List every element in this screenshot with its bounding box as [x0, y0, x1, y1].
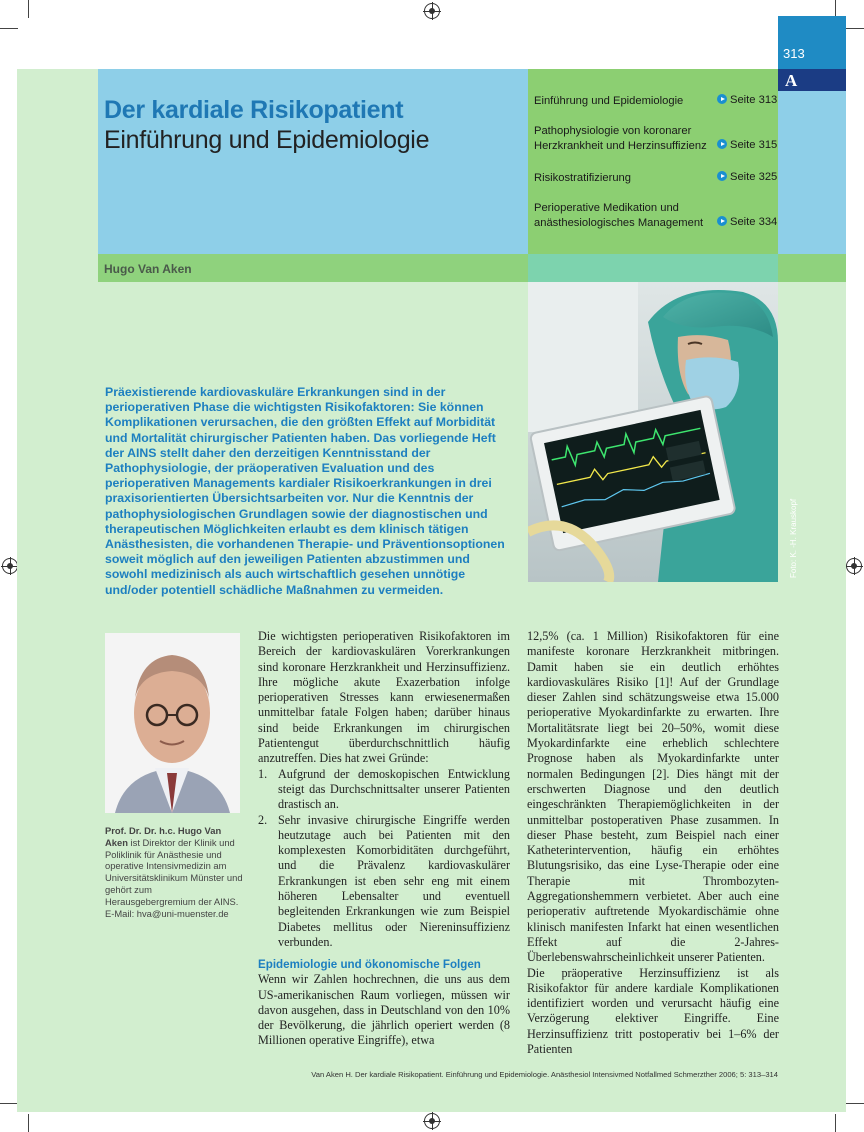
list-number: 1.: [258, 766, 268, 781]
crop-mark: [0, 28, 18, 29]
toc-item-label[interactable]: Einführung und Epidemiologie: [534, 95, 684, 107]
body-paragraph: Die präoperative Herzinsuffizienz ist als Risikofaktor für andere kardiale Komplikationen identifiziert worden und verursacht häufig eine Verzögerung elektiver Eingriffe. Eine Herzinsuffizienz tritt postoperativ bei 1–6% der Patienten: [527, 965, 779, 1057]
list-text: Sehr invasive chirurgische Eingriffe werden heutzutage auch bei Patienten mit den komplexesten Komorbiditäten durchgeführt, und die Prävalenz kardiovaskulärer Erkrankungen ist eben sehr eng mit einem höheren Lebensalter und eventuell begleitenden Erkrankungen wie zum Beispiel Diabetes mellitus oder Niereninsuffizienz verbunden.: [278, 812, 510, 949]
toc-item-page[interactable]: Seite 334: [717, 216, 777, 228]
page-number: 313: [783, 46, 805, 61]
arrow-right-icon: [717, 94, 727, 104]
registration-mark-icon: [424, 3, 440, 19]
list-number: 2.: [258, 812, 268, 827]
operating-room-photo: [528, 282, 778, 582]
body-paragraph: Wenn wir Zahlen hochrechnen, die uns aus dem US-amerikanischen Raum vorliegen, müssen wir davon ausgehen, dass in Deutschland von den 10% der Bevölkerung, die jährlich operiert werden (8 Millionen operative Eingriffe), etwa: [258, 972, 510, 1048]
body-column-1: [258, 629, 510, 1049]
arrow-right-icon: [717, 171, 727, 181]
section-letter: A: [785, 71, 798, 90]
article-title: Der kardiale Risikopatient: [104, 96, 404, 124]
crop-mark: [835, 1114, 836, 1132]
citation-footer: Van Aken H. Der kardiale Risikopatient. Einführung und Epidemiologie. Anästhesiol Intensivmed Notfallmed Schmerzther 2006; 5: 313–314: [311, 1070, 778, 1079]
arrow-right-icon: [717, 139, 727, 149]
registration-mark-icon: [2, 558, 18, 574]
toc-item-label[interactable]: Perioperative Medikation und anästhesiologisches Management: [534, 202, 704, 229]
crop-mark: [0, 1103, 18, 1104]
section-heading: Epidemiologie und ökonomische Folgen: [258, 958, 481, 972]
toc-item-page[interactable]: Seite 315: [717, 139, 777, 151]
author-name: Hugo Van Aken: [104, 262, 192, 276]
list-item: [258, 767, 510, 813]
abstract: Präexistierende kardiovaskuläre Erkrankungen sind in der perioperativen Phase die wichtigsten Risikofaktoren: Sie können Komplikationen verursachen, die den größten Effekt auf Morbidität und Mortalität chirurgischer Patienten haben. Das vorliegende Heft der AINS stellt daher den derzeitigen Kenntnisstand der Pathophysiologie, der präoperativen Evaluation und des perioperativen Managements kardialer Risikoerkrankungen in drei praxisorientierten Übersichtsarbeiten vor. Nur die Kenntnis der pathophysiologischen Grundlagen sowie der diagnostischen und therapeutischen Möglichkeiten erlaubt es dem klinisch tätigen Anästhesisten, die vorhandenen Therapie- und Präventionsoptionen soweit möglich auf den jeweiligen Patienten abzustimmen und sowohl medizinisch als auch wirtschaftlich gesehen unnötige und/oder potentiell schädliche Maßnahmen zu vermeiden.: [105, 385, 505, 597]
registration-mark-icon: [424, 1113, 440, 1129]
side-strip: [778, 91, 846, 254]
list-item: [258, 813, 510, 951]
bio-text: ist Direktor der Klinik und Poliklinik für Anästhesie und operative Intensivmedizin am Universitätsklinikum Münster und gehört zum Herausgebergremium der AINS. E-Mail: hva@uni-muenster.de: [105, 836, 243, 919]
bio-name: Prof. Dr. Dr. h.c. Hugo Van Aken: [105, 825, 222, 848]
body-paragraph: Die wichtigsten perioperativen Risikofaktoren im Bereich der kardiovaskulären Vorerkrankungen sind koronare Herzkrankheit und Herzinsuffizienz. Ihre mögliche akute Exazerbation infolge perioperativen Stresses kann erwiesenermaßen unmittelbar fatale Folgen haben; darüber hinaus sind beide Erkrankungen im chirurgischen Patientengut überdurchschnittlich häufig anzutreffen. Dies hat zwei Gründe:: [258, 629, 510, 766]
registration-mark-icon: [846, 558, 862, 574]
toc-item-page[interactable]: Seite 313: [717, 94, 777, 106]
toc-item-label[interactable]: Pathophysiologie von koronarer Herzkrankheit und Herzinsuffizienz: [534, 125, 707, 152]
author-bar-accent: [528, 254, 778, 282]
crop-mark: [846, 28, 864, 29]
crop-mark: [28, 1114, 29, 1132]
crop-mark: [28, 0, 29, 18]
list-text: Aufgrund der demoskopischen Entwicklung steigt das Durchschnittsalter unserer Patienten drastisch an.: [278, 766, 510, 812]
photo-credit: Foto: K. -H. Krauskopf: [789, 498, 798, 578]
body-paragraph: 12,5% (ca. 1 Million) Risikofaktoren für eine manifeste koronare Herzkrankheit mitbringen. Damit haben sie ein deutlich erhöhtes kardiovaskuläres Risiko [1]! Auf der Grundlage dieser Zahlen sind schätzungsweise etwa 15.000 perioperative Myokardinfarkte zu erwarten. Ihre Mortalitätsrate liegt bei 20–50%, womit diese Myokardinfarkte eine erheblich schlechtere Prognose haben als Myokardinfarkte unter normalen Bedingungen [2]. Dies hängt mit der erschwerten Diagnose und den deutlich eingeschränkten Therapiemöglichkeiten in der unmittelbar postoperativen Phase zusammen. In dieser Phase besteht, zum Beispiel nach einer Katheterintervention, häufig ein erhöhtes Blutungsrisiko, das eine Lyse-Therapie oder eine Therapie mit Thrombozyten-Aggregationshemmern verbietet. Aber auch eine perioperativ auftretende Myokardischämie ohne klinisch manifesten Infarkt hat einen wesentlichen Effekt auf die 2-Jahres-Überlebenswahrscheinlichkeit unserer Patienten.: [527, 629, 779, 965]
author-bar-side: [778, 254, 846, 282]
page-number-tab: [778, 16, 846, 69]
toc-item-label[interactable]: Risikostratifizierung: [534, 172, 631, 184]
article-subtitle: Einführung und Epidemiologie: [104, 126, 430, 154]
author-bio: [105, 825, 245, 919]
body-column-2: [527, 629, 779, 1057]
toc-item-page[interactable]: Seite 325: [717, 171, 777, 183]
author-portrait: [105, 633, 240, 813]
crop-mark: [846, 1103, 864, 1104]
arrow-right-icon: [717, 216, 727, 226]
